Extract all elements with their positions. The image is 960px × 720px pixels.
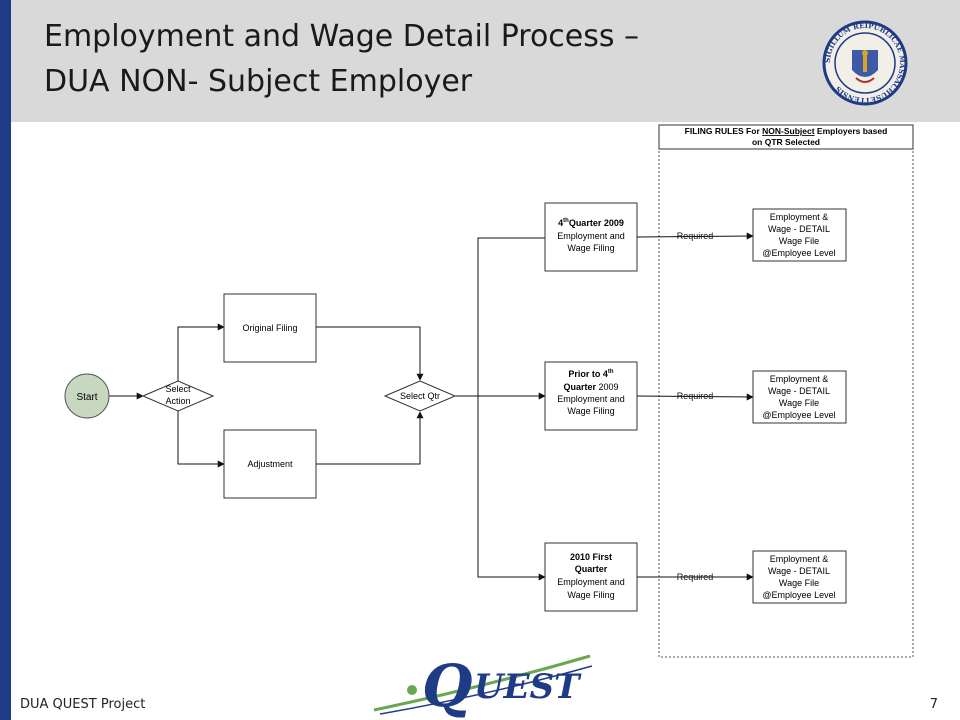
title-line-1: Employment and Wage Detail Process –: [44, 19, 640, 54]
select-qtr-decision: [385, 381, 455, 411]
svg-text:Wage - DETAIL: Wage - DETAIL: [767, 224, 831, 234]
svg-text:Select Qtr: Select Qtr: [399, 391, 441, 401]
page-number: 7: [929, 697, 938, 712]
detail-file-box: [753, 371, 846, 423]
svg-text:Wage - DETAIL: Wage - DETAIL: [767, 566, 831, 576]
svg-text:Wage File: Wage File: [778, 398, 820, 408]
footer-project-name: DUA QUEST Project: [20, 697, 146, 712]
svg-text:Quarter: Quarter: [574, 564, 608, 574]
svg-text:Start: Start: [76, 392, 98, 403]
quest-logo: [370, 648, 596, 718]
svg-text:Employment and: Employment and: [557, 231, 625, 241]
svg-text:2010 First: 2010 First: [569, 552, 613, 562]
adjustment-box: [224, 430, 316, 498]
svg-text:Wage Filing: Wage Filing: [567, 243, 615, 253]
svg-text:Employment and: Employment and: [557, 577, 625, 587]
svg-text:Employment &: Employment &: [769, 212, 829, 222]
prior-q4-2009-box: [545, 362, 637, 430]
svg-text:@Employee Level: @Employee Level: [762, 248, 836, 258]
svg-text:Wage File: Wage File: [778, 236, 820, 246]
required-label: Required: [676, 572, 714, 582]
quest-logo-text: UEST: [474, 667, 580, 707]
required-label: Required: [676, 231, 714, 241]
svg-text:Wage Filing: Wage Filing: [567, 590, 615, 600]
original-filing-box: [224, 294, 316, 362]
svg-text:Quarter 2009: Quarter 2009: [563, 382, 619, 392]
svg-text:Action: Action: [165, 396, 191, 406]
svg-text:Prior to 4th: Prior to 4th: [568, 369, 614, 379]
svg-text:Wage File: Wage File: [778, 578, 820, 588]
title-line-2: DUA NON- Subject Employer: [44, 64, 473, 99]
svg-text:Wage - DETAIL: Wage - DETAIL: [767, 386, 831, 396]
filing-rules-line-2: on QTR Selected: [751, 137, 821, 147]
svg-text:4thQuarter 2009: 4thQuarter 2009: [558, 218, 624, 228]
svg-text:Employment &: Employment &: [769, 374, 829, 384]
detail-file-box: [753, 209, 846, 261]
start-node: [65, 374, 109, 418]
svg-text:@Employee Level: @Employee Level: [762, 590, 836, 600]
q4-2009-box: [545, 203, 637, 271]
svg-text:Employment and: Employment and: [557, 394, 625, 404]
quest-logo-q: Q: [422, 652, 473, 718]
svg-text:@Employee Level: @Employee Level: [762, 410, 836, 420]
first-quarter-2010-box: [545, 543, 637, 611]
svg-text:Adjustment: Adjustment: [247, 459, 293, 469]
svg-text:Wage Filing: Wage Filing: [567, 406, 615, 416]
svg-text:Original Filing: Original Filing: [242, 323, 298, 333]
required-label: Required: [676, 391, 714, 401]
svg-text:Select: Select: [165, 384, 191, 394]
filing-rules-line-1: FILING RULES For NON-Subject Employers based: [684, 126, 888, 136]
detail-file-box: [753, 551, 846, 603]
seal-ring-text: SIGILLUM REIPUBLICAE MASSACHUSETTENSIS: [822, 20, 908, 106]
svg-text:Employment &: Employment &: [769, 554, 829, 564]
select-action-decision: [143, 381, 213, 411]
